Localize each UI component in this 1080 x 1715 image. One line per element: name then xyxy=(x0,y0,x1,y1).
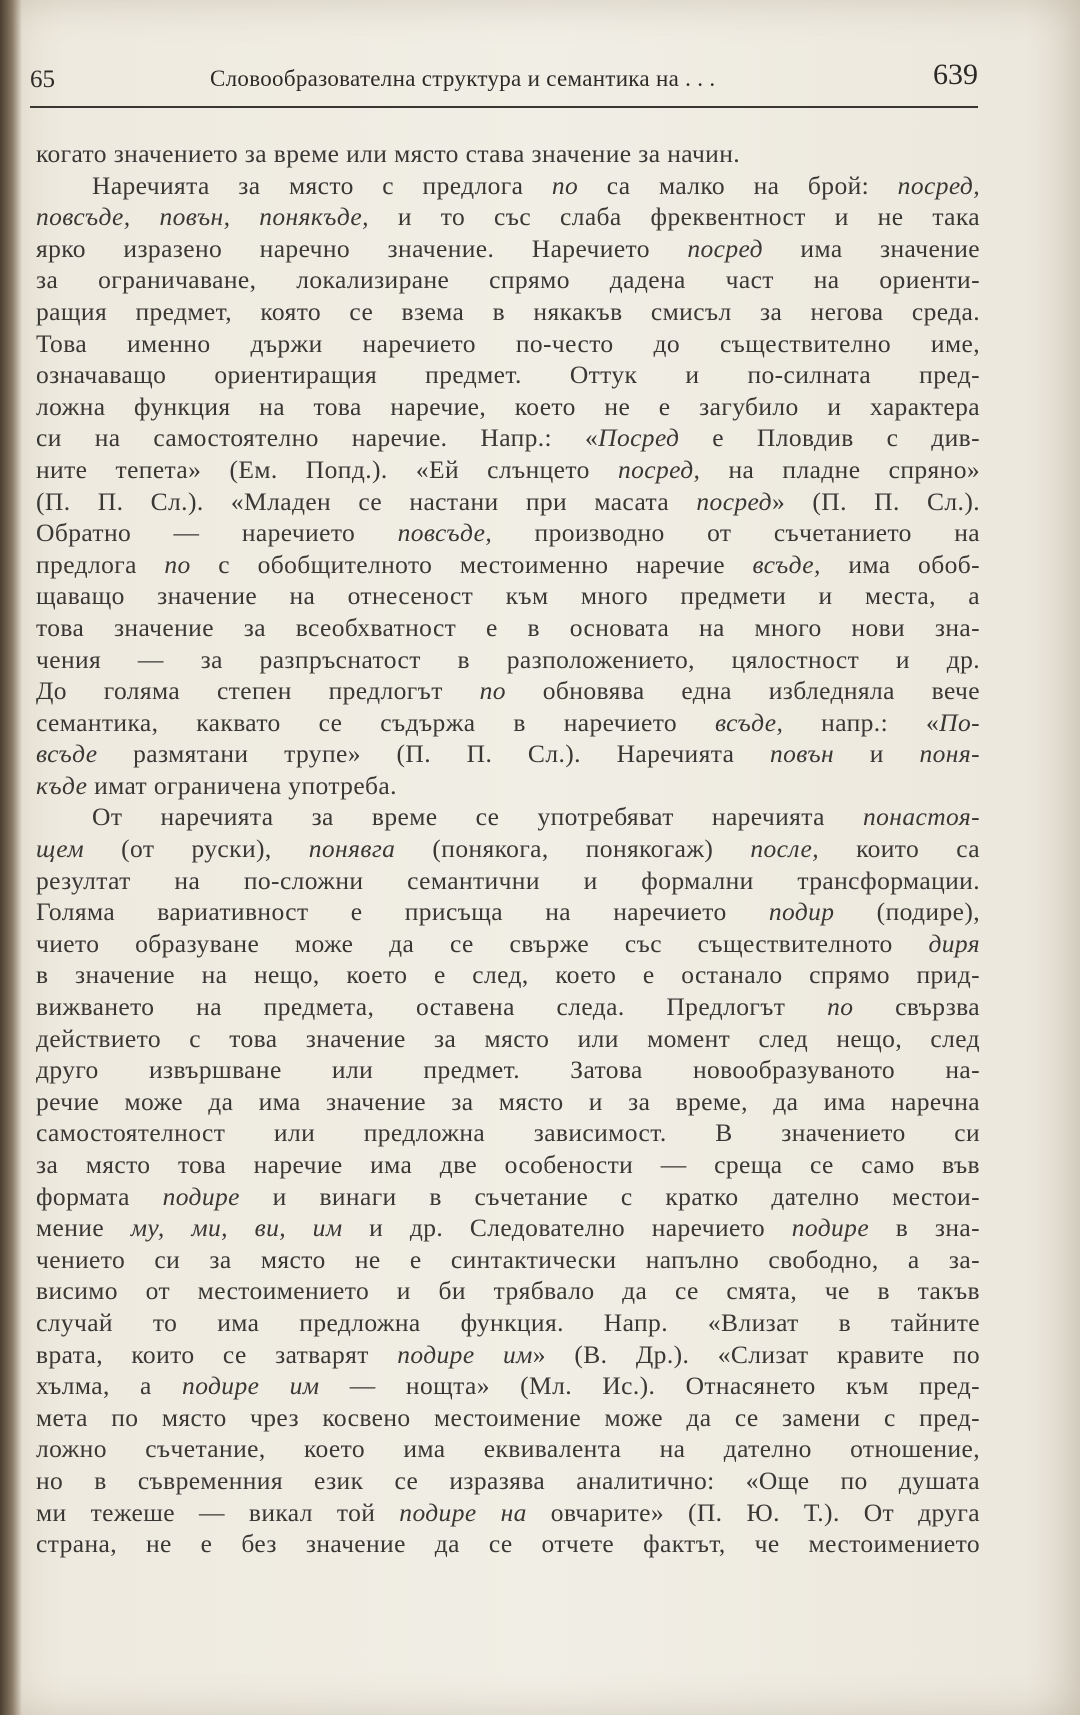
text-segment: ложно съчетание, което има еквивалента на дателно отношение, xyxy=(36,1434,980,1464)
text-segment: в зна- xyxy=(869,1213,980,1243)
text-segment: в значение на нещо, което е след, което е останало спрямо прид- xyxy=(36,960,980,990)
header-rule xyxy=(30,106,978,108)
text-segment: » (П. П. Сл.). xyxy=(771,486,980,516)
text-segment: семантика, каквато се съдържа в наречието xyxy=(36,707,715,737)
italic-term: поня- xyxy=(919,739,980,769)
text-segment: за място това наречие има две особености — среща се само във xyxy=(36,1150,980,1179)
text-segment: (П. П. Сл.). «Младен се настани при масата xyxy=(36,486,697,516)
text-line xyxy=(36,422,980,454)
italic-term: всъде xyxy=(36,739,98,769)
text-segment: хълма, а xyxy=(36,1371,183,1401)
text-line xyxy=(36,1149,980,1181)
text-segment: това значение за всеобхватност е в основата на много нови зна- xyxy=(36,612,980,642)
italic-term: посред, xyxy=(617,454,701,484)
text-segment: самостоятелност или предложна зависимост. В значението си xyxy=(36,1118,980,1148)
italic-term: всъде, xyxy=(715,707,784,737)
body-text xyxy=(36,138,980,1560)
text-line xyxy=(36,644,980,676)
text-segment: имат ограничена употреба. xyxy=(87,770,397,800)
italic-term: подире им xyxy=(182,1371,320,1401)
text-line xyxy=(36,1433,980,1465)
italic-term: Посред xyxy=(598,423,680,453)
text-line xyxy=(36,675,980,707)
text-line xyxy=(36,833,980,865)
italic-term: по xyxy=(551,170,579,200)
text-line xyxy=(36,1086,980,1118)
italic-term: му, ми, ви, им xyxy=(130,1213,343,1243)
text-segment: врата, които се затварят xyxy=(36,1339,398,1369)
text-segment: означаващо ориентиращия предмет. Оттук и по-силната пред- xyxy=(36,360,980,390)
text-line xyxy=(36,1339,980,1371)
text-segment: Голяма вариативност е присъща на наречието xyxy=(36,897,769,927)
text-segment: чения — за разпръснатост в разположението, цялостност и др. xyxy=(36,644,980,674)
italic-term: понастоя- xyxy=(863,802,980,832)
text-segment: (от руски), xyxy=(84,834,309,864)
text-segment: ните тепета» (Ем. Попд.). «Ей слънцето xyxy=(36,454,618,484)
text-segment: » (В. Др.). «Слизат кравите по xyxy=(532,1339,980,1369)
text-line xyxy=(36,359,980,391)
text-segment: има значение xyxy=(762,233,980,263)
running-title: Словообразователна структура и семантика на . . . xyxy=(210,66,716,91)
text-line xyxy=(36,1023,980,1055)
italic-term: подире на xyxy=(399,1497,527,1527)
text-segment: страна, не е без значение да се отчете фактът, че местоимението xyxy=(36,1529,980,1559)
italic-term: посред xyxy=(687,233,763,263)
italic-term: после, xyxy=(750,834,820,864)
text-line xyxy=(36,517,980,549)
text-segment: вижването на предмета, оставена следа. Предлогът xyxy=(36,992,828,1022)
text-line xyxy=(36,1212,980,1244)
text-line xyxy=(36,296,980,328)
text-line xyxy=(36,1244,980,1276)
text-line xyxy=(36,707,980,739)
text-line xyxy=(36,1370,980,1402)
text-segment: за ограничаване, локализиране спрямо дадена част на ориенти- xyxy=(36,265,980,295)
text-line xyxy=(36,770,980,802)
text-segment: чието образуване може да се свърже със съществителното xyxy=(36,928,929,958)
text-segment: (подире), xyxy=(834,897,980,927)
italic-term: повсъде, xyxy=(397,518,493,548)
italic-term: щем xyxy=(36,834,85,864)
text-line xyxy=(36,138,980,170)
text-segment: висимо от местоимението и би трябвало да се смята, че в такъв xyxy=(36,1276,980,1306)
text-segment: има обоб- xyxy=(820,549,980,579)
text-line xyxy=(36,1117,980,1149)
italic-term: подире xyxy=(791,1213,870,1243)
text-segment: чението си за място не е синтактически напълно свободно, а за- xyxy=(36,1244,980,1274)
text-line xyxy=(36,454,980,486)
text-segment: овчарите» (П. Ю. Т.). От друга xyxy=(526,1497,981,1527)
text-segment: и xyxy=(834,739,920,769)
text-line xyxy=(36,549,980,581)
text-line xyxy=(36,391,980,423)
text-segment: си на самостоятелно наречие. Напр.: « xyxy=(36,423,599,453)
text-line xyxy=(36,264,980,296)
italic-term: По- xyxy=(939,707,980,737)
text-segment: ярко изразено наречно значение. Наречието xyxy=(36,233,688,263)
text-line xyxy=(36,1465,980,1497)
italic-term: по xyxy=(479,676,506,706)
text-segment: друго извършване или предмет. Затова новообразуваното на- xyxy=(36,1055,980,1085)
text-segment: свързва xyxy=(853,992,981,1022)
text-line xyxy=(36,1497,980,1529)
text-line xyxy=(36,580,980,612)
text-line xyxy=(36,1054,980,1086)
text-line xyxy=(36,1402,980,1434)
text-segment: ми тежеше — викал той xyxy=(36,1497,400,1527)
italic-term: по xyxy=(827,992,854,1022)
text-segment: формата xyxy=(36,1181,163,1211)
text-segment: с обобщителното местоименно наречие xyxy=(190,549,753,579)
text-line xyxy=(36,896,980,928)
book-spine-shadow xyxy=(0,0,22,1715)
text-line xyxy=(36,865,980,897)
italic-term: къде xyxy=(36,770,88,800)
text-line xyxy=(36,170,980,202)
text-segment: обновява една избледняла вече xyxy=(505,676,980,706)
text-segment: и винаги в съчетание с кратко дателно местои- xyxy=(239,1181,980,1211)
text-segment: е Пловдив с див- xyxy=(679,423,981,453)
text-line xyxy=(36,612,980,644)
text-line xyxy=(36,928,980,960)
facing-page-number: 65 xyxy=(30,66,55,93)
italic-term: подире им xyxy=(397,1339,533,1369)
italic-term: повсъде, повън, понякъде, xyxy=(36,202,369,232)
page-number: 639 xyxy=(933,58,978,91)
text-segment: производно от съчетанието на xyxy=(492,518,980,548)
text-segment: и др. Следователно наречието xyxy=(342,1213,792,1243)
text-segment: когато значението за време или място става значение за начин. xyxy=(36,139,741,168)
italic-term: подире xyxy=(162,1181,240,1211)
text-line xyxy=(36,1181,980,1213)
text-segment: които са xyxy=(819,834,980,864)
text-line xyxy=(36,233,980,265)
text-line xyxy=(36,201,980,233)
text-segment: предлога xyxy=(36,549,165,579)
text-segment: са малко на брой: xyxy=(578,170,898,200)
text-segment: размятани трупе» (П. П. Сл.). Наречията xyxy=(97,739,770,769)
text-line xyxy=(36,801,980,833)
text-line xyxy=(36,1528,980,1560)
text-segment: случай то има предложна функция. Напр. «Влизат в тайните xyxy=(36,1307,980,1337)
text-segment: Наречията за място с предлога xyxy=(92,170,552,200)
text-line xyxy=(36,1275,980,1307)
text-segment: ложна функция на това наречие, което не е загубило и характера xyxy=(36,391,980,421)
text-segment: — нощта» (Мл. Ис.). Отнасянето към пред- xyxy=(319,1371,980,1401)
italic-term: всъде, xyxy=(752,549,821,579)
text-segment: мение xyxy=(36,1213,131,1243)
text-segment: ращия предмет, която се взема в някакъв смисъл за негова среда. xyxy=(36,296,980,326)
italic-term: повън xyxy=(769,739,835,769)
text-line xyxy=(36,738,980,770)
text-line xyxy=(36,959,980,991)
text-line xyxy=(36,1307,980,1339)
text-line xyxy=(36,328,980,360)
text-segment: напр.: « xyxy=(783,707,940,737)
text-segment: Това именно държи наречието по-често до съществително име, xyxy=(36,328,980,358)
text-segment: и то със слаба фреквентност и не така xyxy=(368,202,981,232)
italic-term: понявга xyxy=(308,834,396,864)
text-segment: До голяма степен предлогът xyxy=(36,676,480,706)
text-line xyxy=(36,991,980,1023)
text-segment: От наречията за време се употребяват наречията xyxy=(92,802,863,832)
text-segment: (понякога, понякогаж) xyxy=(395,834,751,864)
text-segment: на пладне спряно» xyxy=(700,454,980,484)
text-segment: резултат на по-сложни семантични и формални трансформации. xyxy=(36,865,980,895)
italic-term: посред xyxy=(696,486,772,516)
text-segment: Обратно — наречието xyxy=(36,518,398,548)
text-segment: действието с това значение за място или момент след нещо, след xyxy=(36,1023,980,1053)
italic-term: по xyxy=(164,549,191,579)
italic-term: диря xyxy=(928,928,980,958)
text-line xyxy=(36,486,980,518)
text-segment: но в съвременния език се изразява аналитично: «Още по душата xyxy=(36,1465,980,1495)
page-header xyxy=(30,58,978,102)
text-segment: щаващо значение на отнесеност към много предмети и места, а xyxy=(36,581,980,611)
italic-term: подир xyxy=(768,897,835,927)
text-segment: мета по място чрез косвено местоимение може да се замени с пред- xyxy=(36,1402,980,1432)
italic-term: посред, xyxy=(897,170,980,200)
text-segment: речие може да има значение за място и за време, да има наречна xyxy=(36,1086,980,1116)
